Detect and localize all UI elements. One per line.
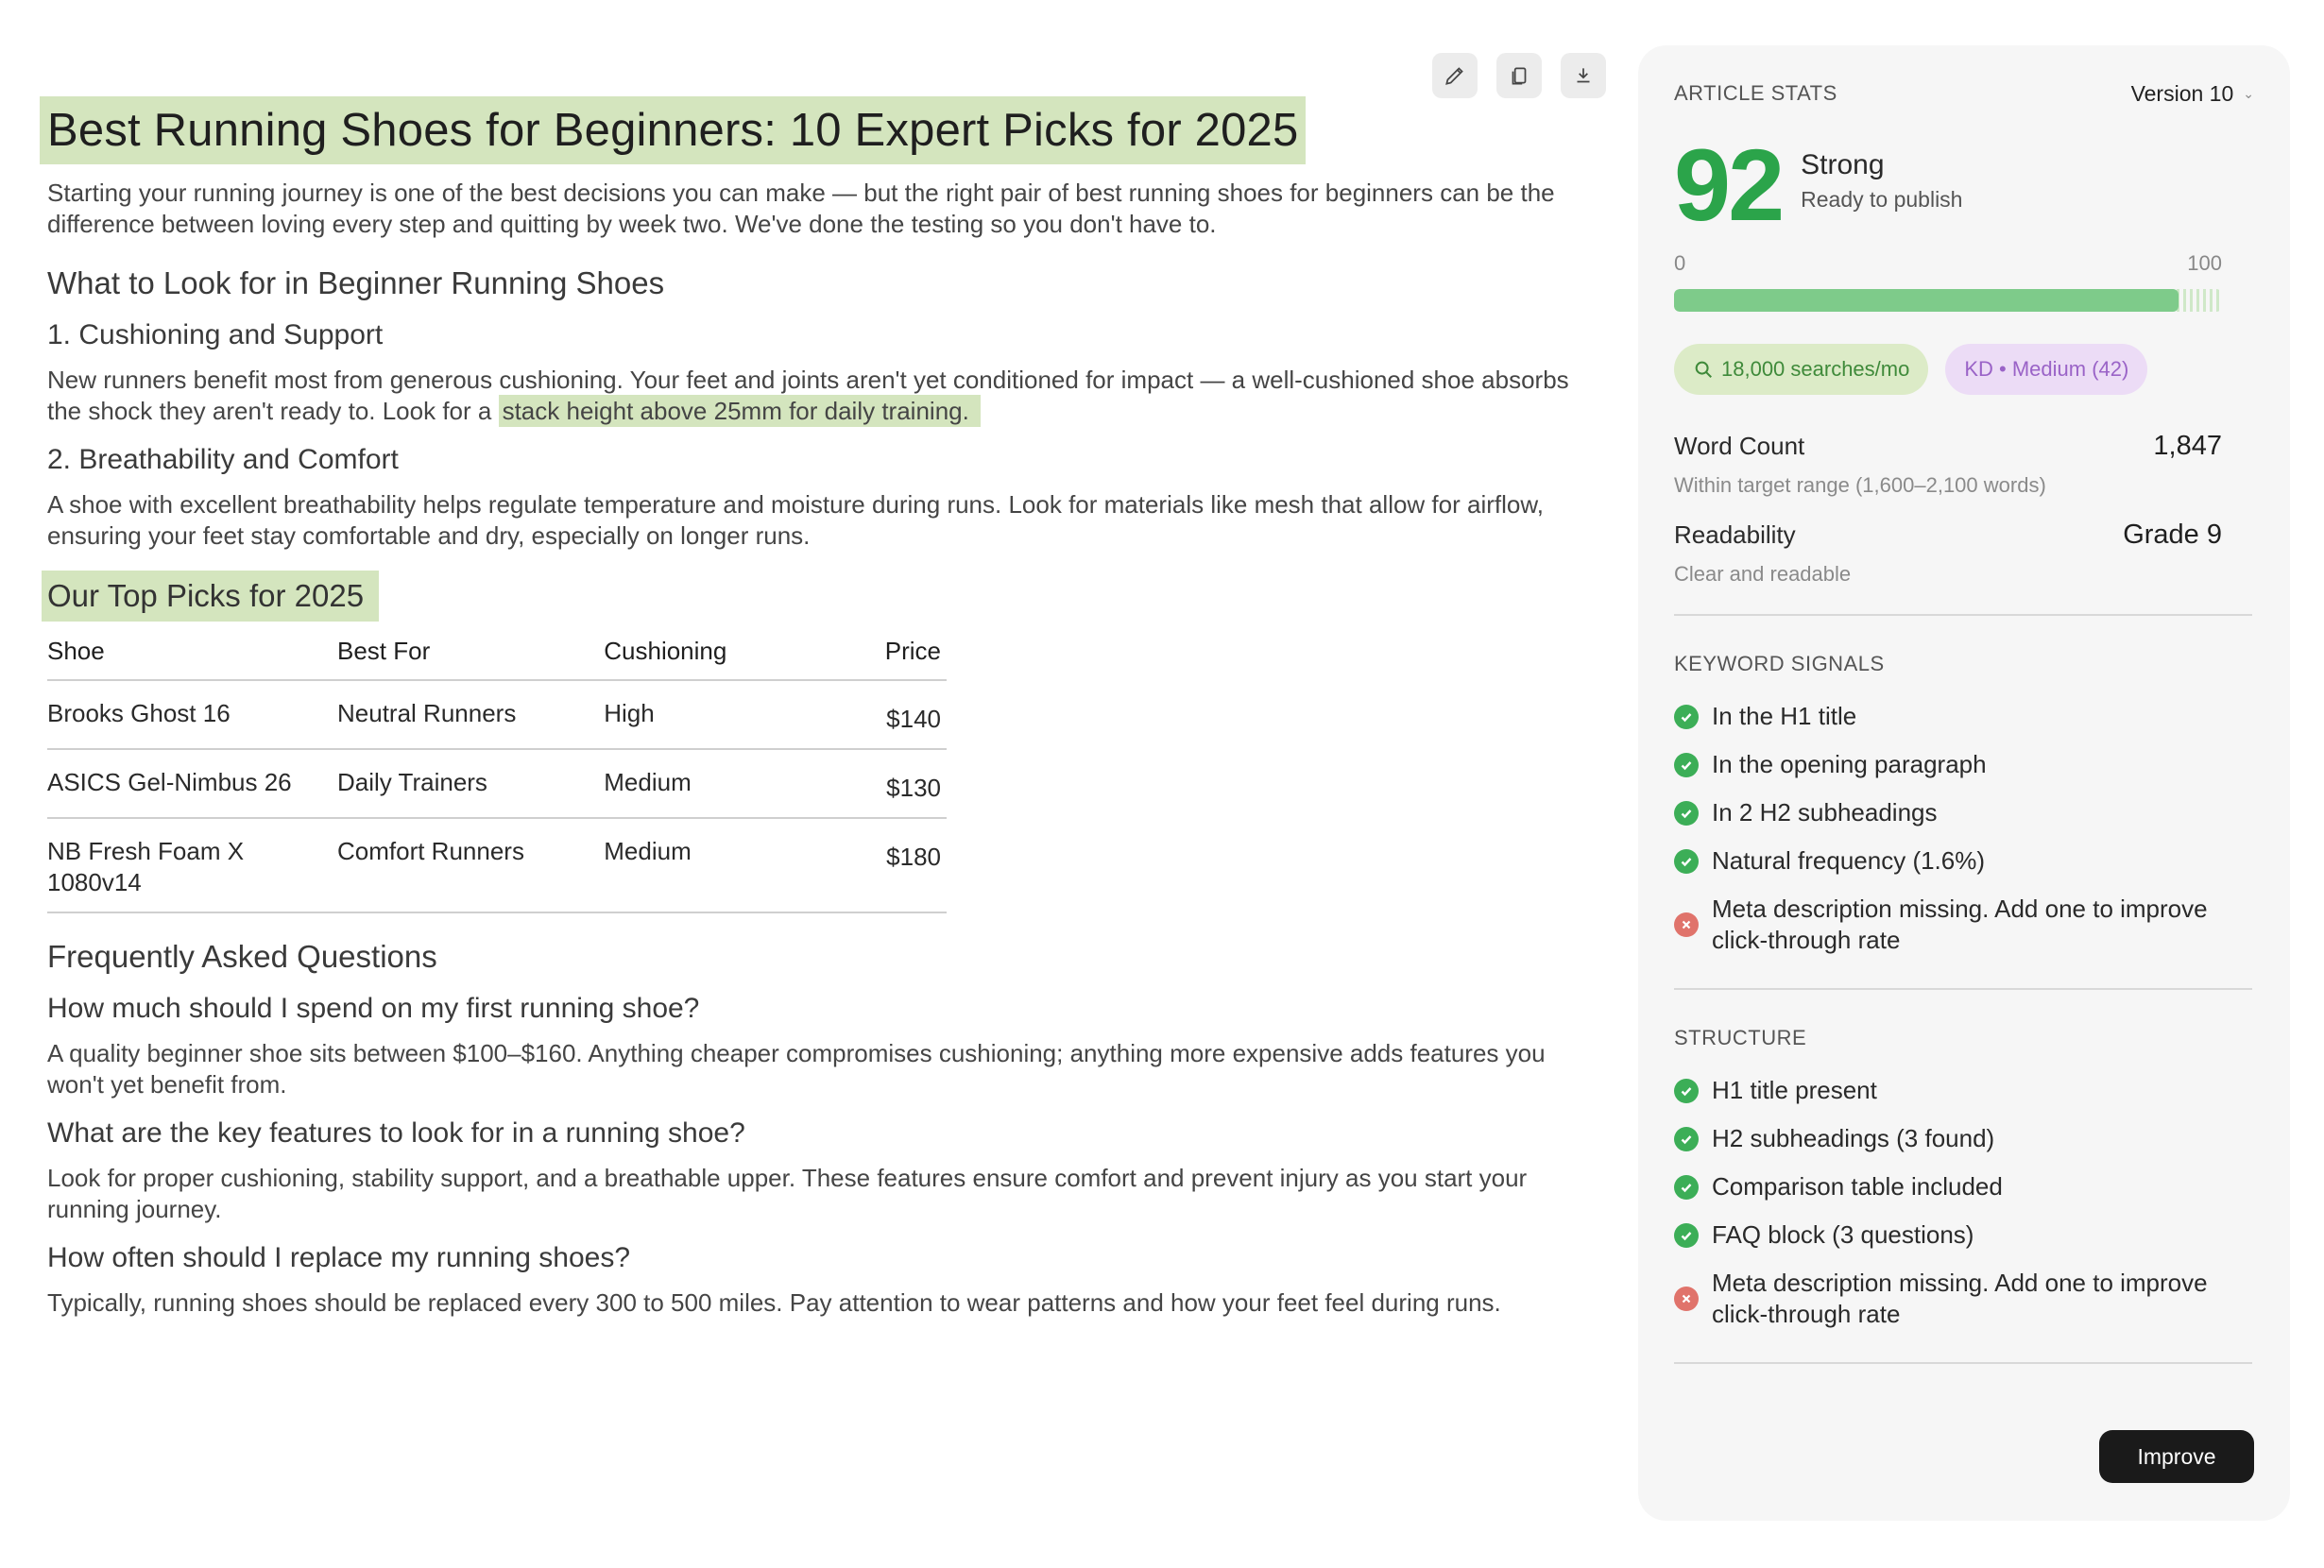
word-count-label: Word Count (1674, 432, 1805, 460)
structure-caption: STRUCTURE (1674, 1026, 1807, 1049)
readability-metric (1674, 520, 2222, 587)
signal-label: In the opening paragraph (1712, 750, 1987, 778)
faq-answer: Typically, running shoes should be replaced every 300 to 500 miles. Pay attention to wear patterns and how your feet feel during runs. (47, 1288, 1501, 1317)
search-volume-chip (1674, 344, 1928, 395)
signal-item (1674, 845, 2252, 877)
section-heading: What to Look for in Beginner Running Shoes (47, 265, 665, 300)
score-label: Strong (1801, 149, 1885, 180)
error-icon (1674, 1287, 1699, 1311)
cushioning-paragraph (47, 365, 1608, 427)
faq-question: How much should I spend on my first running shoe? (47, 993, 700, 1024)
signal-label: Meta description missing. Add one to improve click-through rate (1712, 895, 2208, 954)
table-cell: Comfort Runners (337, 818, 604, 912)
table-cell: Daily Trainers (337, 749, 604, 818)
keyword-chips (1674, 344, 2147, 395)
table-cell: $180 (885, 818, 947, 912)
edit-button[interactable] (1432, 53, 1478, 98)
table-header-row (47, 629, 947, 680)
check-icon (1674, 1223, 1699, 1248)
table-header: Best For (337, 629, 604, 680)
signal-label: Natural frequency (1.6%) (1712, 846, 1986, 875)
check-icon (1674, 1127, 1699, 1151)
signal-label: FAQ block (3 questions) (1712, 1220, 1974, 1249)
cushioning-text: New runners benefit most from generous cushioning. Your feet and joints aren't yet conditioned for impact — a well-cushioned shoe absorbs the shock they aren't ready to. Look for a (47, 366, 1569, 425)
score-block (1674, 128, 1963, 242)
article-title: Best Running Shoes for Beginners: 10 Expert Picks for 2025 (40, 96, 1306, 164)
table-cell: Brooks Ghost 16 (47, 680, 337, 749)
signal-item (1674, 1171, 2252, 1202)
faq-question: What are the key features to look for in a running shoe? (47, 1117, 745, 1149)
intro-paragraph: Starting your running journey is one of the best decisions you can make — but the right pair of best running shoes for beginners can be the difference between loving every step and quitting by week two. We've done the testing so you don't have to. (47, 179, 1555, 238)
signal-item (1674, 749, 2252, 780)
improve-button[interactable]: Improve (2099, 1430, 2254, 1483)
word-count-metric (1674, 431, 2222, 498)
table-cell: High (604, 680, 885, 749)
faq-heading: Frequently Asked Questions (47, 939, 437, 974)
breathability-paragraph: A shoe with excellent breathability helps regulate temperature and moisture during runs. Look for materials like mesh that allow for airflow, ensuring your feet stay comfortable and dry, especially on longer runs. (47, 490, 1544, 550)
edit-icon (1443, 63, 1467, 88)
signal-label: H1 title present (1712, 1076, 1877, 1104)
highlighted-text: stack height above 25mm for daily training. (499, 395, 981, 427)
stats-caption: ARTICLE STATS (1674, 81, 1837, 105)
check-icon (1674, 849, 1699, 874)
table-cell: Medium (604, 749, 885, 818)
score-progress-fill (1674, 289, 2179, 312)
structure-list (1674, 1075, 2252, 1347)
signal-item (1674, 1268, 2252, 1330)
readability-value: Grade 9 (2123, 520, 2222, 550)
check-icon (1674, 705, 1699, 729)
signal-label: H2 subheadings (3 found) (1712, 1124, 1995, 1152)
signal-label: In 2 H2 subheadings (1712, 798, 1938, 827)
picks-heading: Our Top Picks for 2025 (42, 571, 379, 622)
table-cell: Neutral Runners (337, 680, 604, 749)
table-cell: ASICS Gel-Nimbus 26 (47, 749, 337, 818)
signal-item (1674, 797, 2252, 828)
table-cell: $130 (885, 749, 947, 818)
table-header: Shoe (47, 629, 337, 680)
copy-icon (1507, 63, 1531, 88)
article-stats-panel (1638, 45, 2290, 1521)
table-row (47, 749, 947, 818)
article-toolbar (1432, 53, 1606, 98)
faq-question: How often should I replace my running shoes? (47, 1242, 631, 1273)
table-cell: Medium (604, 818, 885, 912)
table-cell: $140 (885, 680, 947, 749)
copy-button[interactable] (1496, 53, 1542, 98)
signal-item (1674, 894, 2252, 956)
readability-subtitle: Clear and readable (1674, 562, 1852, 586)
divider (1674, 988, 2252, 990)
check-icon (1674, 753, 1699, 777)
check-icon (1674, 1175, 1699, 1200)
article-body (40, 96, 1608, 1319)
scale-min: 0 (1674, 251, 1686, 275)
keyword-signals-caption: KEYWORD SIGNALS (1674, 652, 1885, 675)
check-icon (1674, 1079, 1699, 1103)
keyword-difficulty-chip (1945, 344, 2147, 395)
faq-answer: Look for proper cushioning, stability support, and a breathable upper. These features ensure comfort and prevent injury as you start your running journey. (47, 1164, 1528, 1223)
score-progress-bar (1674, 289, 2222, 312)
check-icon (1674, 801, 1699, 826)
subheading-breathability: 2. Breathability and Comfort (47, 444, 399, 475)
error-icon (1674, 912, 1699, 937)
score-subtitle: Ready to publish (1801, 187, 1963, 212)
download-icon (1571, 63, 1596, 88)
signal-item (1674, 1219, 2252, 1251)
readability-label: Readability (1674, 520, 1796, 549)
signal-item (1674, 1075, 2252, 1106)
table-row (47, 680, 947, 749)
search-icon (1693, 359, 1714, 380)
download-button[interactable] (1561, 53, 1606, 98)
subheading-cushioning: 1. Cushioning and Support (47, 319, 384, 350)
stats-header (1674, 81, 2254, 107)
table-cell: NB Fresh Foam X 1080v14 (47, 818, 337, 912)
table-header: Price (885, 629, 947, 680)
signal-label: Meta description missing. Add one to improve click-through rate (1712, 1269, 2208, 1328)
signal-label: In the H1 title (1712, 702, 1857, 730)
table-row (47, 818, 947, 912)
signal-item (1674, 701, 2252, 732)
seo-score: 92 (1674, 128, 1783, 242)
score-scale (1674, 251, 2222, 276)
chevron-down-icon: ⌄ (2243, 86, 2254, 101)
search-volume-label: 18,000 searches/mo (1721, 357, 1910, 381)
faq-answer: A quality beginner shoe sits between $100–$160. Anything cheaper compromises cushioning; anything more expensive adds features you won't yet benefit from. (47, 1039, 1546, 1099)
signal-label: Comparison table included (1712, 1172, 2003, 1201)
table-header: Cushioning (604, 629, 885, 680)
comparison-table (47, 629, 947, 913)
scale-max: 100 (2187, 251, 2222, 275)
divider (1674, 614, 2252, 616)
version-dropdown[interactable] (2131, 81, 2254, 107)
word-count-value: 1,847 (2153, 431, 2222, 461)
signal-item (1674, 1123, 2252, 1154)
version-label: Version 10 (2130, 81, 2234, 106)
keyword-signals-list (1674, 701, 2252, 973)
divider (1674, 1362, 2252, 1364)
word-count-subtitle: Within target range (1,600–2,100 words) (1674, 473, 2046, 497)
keyword-difficulty-label: KD • Medium (42) (1964, 357, 2129, 381)
